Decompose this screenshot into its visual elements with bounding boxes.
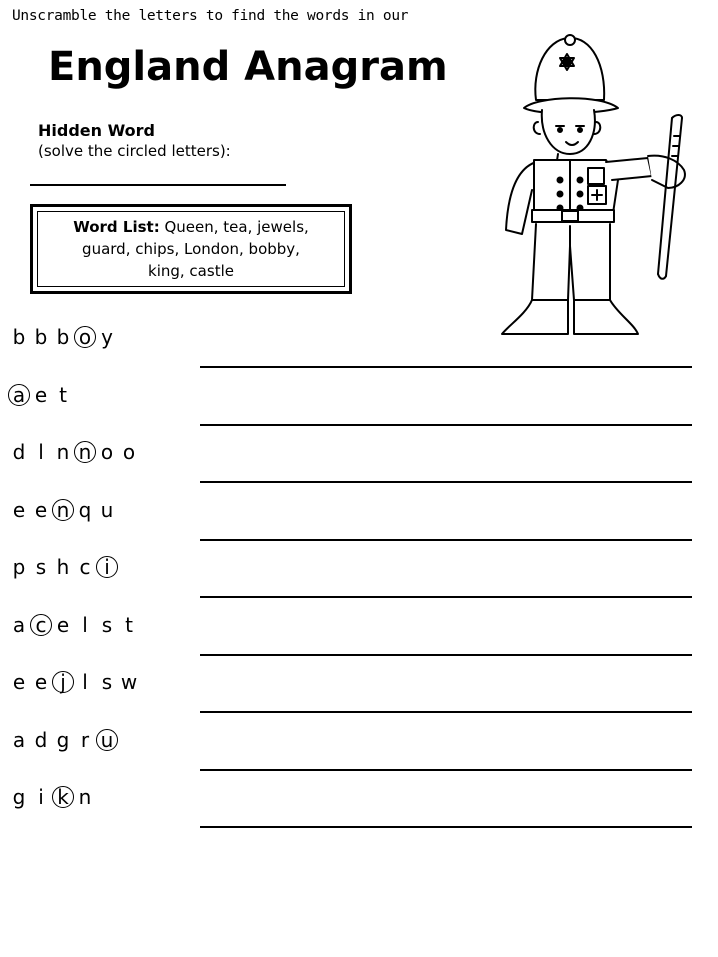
scrambled-letters xyxy=(8,324,118,350)
letter: b xyxy=(12,325,26,349)
puzzle-row xyxy=(0,382,718,440)
letter: n xyxy=(56,440,70,464)
scrambled-letters xyxy=(8,554,118,580)
letter: p xyxy=(12,555,26,579)
hidden-word-instructions: (solve the circled letters): xyxy=(38,142,231,160)
letter: y xyxy=(101,325,113,349)
letter: g xyxy=(12,785,26,809)
answer-line[interactable] xyxy=(200,366,692,368)
hidden-word-answer-line[interactable] xyxy=(30,184,286,186)
letter: q xyxy=(78,497,92,522)
puzzle-row xyxy=(0,497,718,555)
letter: b xyxy=(56,325,70,349)
letter: b xyxy=(34,325,48,349)
letter: e xyxy=(34,497,48,522)
scrambled-letters xyxy=(8,497,118,523)
scrambled-letters xyxy=(8,784,96,810)
word-list-line-1 xyxy=(38,216,344,238)
instructions-text: Unscramble the letters to find the words in our xyxy=(12,8,409,24)
letter: d xyxy=(34,727,48,752)
puzzle-row xyxy=(0,554,718,612)
letter: a xyxy=(12,727,26,752)
word-list-line-2: guard, chips, London, bobby, xyxy=(82,240,300,258)
letter: s xyxy=(101,670,113,694)
scrambled-letters xyxy=(8,439,140,465)
letter: e xyxy=(34,382,48,407)
word-list-line-3: king, castle xyxy=(148,262,234,280)
letter: e xyxy=(12,497,26,522)
answer-line[interactable] xyxy=(200,539,692,541)
circled-letter: n xyxy=(52,499,74,521)
letter: i xyxy=(38,785,44,809)
word-list-label: Word List: xyxy=(73,218,160,236)
circled-letter: a xyxy=(8,384,30,406)
letter: e xyxy=(56,612,70,637)
letter: o xyxy=(122,440,136,464)
answer-line[interactable] xyxy=(200,826,692,828)
letter: a xyxy=(12,612,26,637)
word-list-box xyxy=(30,204,352,294)
circled-letter: c xyxy=(30,614,52,636)
letter: c xyxy=(79,555,91,579)
scrambled-letters xyxy=(8,727,118,753)
puzzle-row xyxy=(0,439,718,497)
letter: e xyxy=(12,670,26,694)
letter: w xyxy=(120,670,138,694)
letter: t xyxy=(59,382,67,407)
answer-line[interactable] xyxy=(200,481,692,483)
page-title: England Anagram xyxy=(48,44,448,90)
answer-line[interactable] xyxy=(200,711,692,713)
police-officer-icon xyxy=(488,30,698,346)
letter: r xyxy=(80,727,90,752)
puzzle-row xyxy=(0,784,718,842)
letter: t xyxy=(125,612,133,637)
puzzle-row xyxy=(0,612,718,670)
letter: h xyxy=(56,555,70,579)
scrambled-letters xyxy=(8,612,140,638)
puzzle-row xyxy=(0,324,718,382)
circled-letter: o xyxy=(74,326,96,348)
puzzle-row xyxy=(0,727,718,785)
word-list-words-1: Queen, tea, jewels, xyxy=(164,218,309,236)
answer-line[interactable] xyxy=(200,769,692,771)
letter: l xyxy=(82,670,88,694)
letter: n xyxy=(78,785,92,809)
word-list-inner xyxy=(37,211,345,287)
answer-line[interactable] xyxy=(200,424,692,426)
circled-letter: n xyxy=(74,441,96,463)
scrambled-letters xyxy=(8,382,74,408)
circled-letter: u xyxy=(96,729,118,751)
answer-line[interactable] xyxy=(200,596,692,598)
circled-letter: i xyxy=(96,556,118,578)
letter: o xyxy=(100,440,114,464)
letter: s xyxy=(101,612,113,637)
answer-line[interactable] xyxy=(200,654,692,656)
letter: u xyxy=(100,497,114,522)
puzzle-row xyxy=(0,669,718,727)
letter: l xyxy=(82,612,88,637)
letter: d xyxy=(12,440,26,464)
circled-letter: j xyxy=(52,671,74,693)
scrambled-letters xyxy=(8,669,140,695)
letter: g xyxy=(56,727,70,752)
circled-letter: k xyxy=(52,786,74,808)
letter: s xyxy=(35,555,47,579)
hidden-word-label: Hidden Word xyxy=(38,121,156,140)
letter: e xyxy=(34,670,48,694)
letter: l xyxy=(38,440,44,464)
